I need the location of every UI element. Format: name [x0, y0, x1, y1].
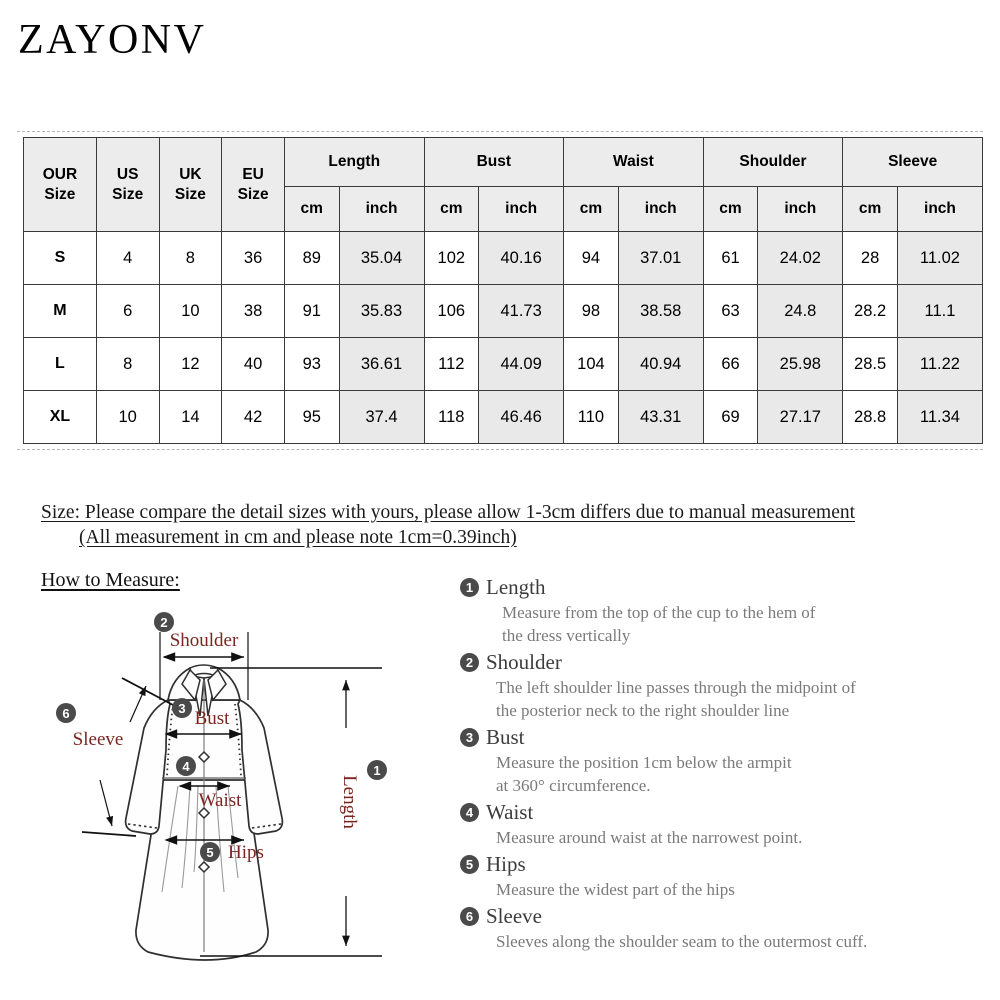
- cell-bust-cm: 102: [424, 232, 479, 285]
- cell-bust-cm: 118: [424, 391, 479, 444]
- cell-eu-size: 40: [222, 338, 285, 391]
- measure-item-bust: [460, 724, 990, 797]
- measure-item-sleeve: [460, 903, 990, 953]
- svg-text:2: 2: [160, 615, 168, 630]
- cell-bust-inch: 40.16: [479, 232, 564, 285]
- measure-item-shoulder: [460, 649, 990, 722]
- size-chart-table: [23, 137, 983, 444]
- measure-title-text: Shoulder: [486, 650, 562, 674]
- diagram-label-hips: Hips: [228, 842, 264, 863]
- svg-text:6: 6: [62, 706, 70, 721]
- measurement-note: [41, 500, 981, 550]
- sleeve-arrow-up: [130, 686, 146, 722]
- cell-us-size: 8: [96, 338, 159, 391]
- cell-shoulder-inch: 24.02: [758, 232, 843, 285]
- measure-title-text: Hips: [486, 852, 526, 876]
- measure-desc-line: Measure the widest part of the hips: [496, 880, 735, 899]
- column-header-shoulder: Shoulder: [703, 138, 843, 187]
- note-line-2: (All measurement in cm and please note 1cm=0.39inch): [79, 527, 517, 548]
- measure-item-hips: [460, 851, 990, 901]
- measure-item-title: [460, 649, 990, 676]
- diagram-label-sleeve: Sleeve: [72, 729, 124, 750]
- cell-our-size: M: [24, 285, 97, 338]
- uk-size-line1: UK: [179, 166, 202, 184]
- cell-waist-inch: 40.94: [618, 338, 703, 391]
- diagram-badge-sleeve: [56, 703, 76, 723]
- note-line-1: Size: Please compare the detail sizes with yours, please allow 1-3cm differs due to manual measurement: [41, 502, 856, 523]
- column-header-waist: Waist: [564, 138, 704, 187]
- us-size-line1: US: [116, 166, 139, 184]
- cell-waist-cm: 104: [564, 338, 619, 391]
- measure-item-title: [460, 903, 990, 930]
- measure-item-title: [460, 724, 990, 751]
- diagram-badge-waist: [176, 756, 196, 776]
- measure-title-text: Waist: [486, 800, 534, 824]
- unit-header-waist-cm: cm: [564, 187, 619, 232]
- diagram-label-bust: Bust: [194, 708, 230, 729]
- unit-header-shoulder-inch: inch: [758, 187, 843, 232]
- measure-item-waist: [460, 799, 990, 849]
- cell-uk-size: 14: [159, 391, 222, 444]
- measure-badge-icon: 4: [460, 803, 479, 822]
- sleeve-arrow-down: [100, 780, 112, 826]
- uk-size-line2: Size: [174, 185, 206, 203]
- how-to-measure-heading: How to Measure:: [41, 569, 180, 591]
- measure-title-text: Sleeve: [486, 904, 542, 928]
- cell-length-cm: 89: [284, 232, 339, 285]
- cell-our-size: S: [24, 232, 97, 285]
- cell-eu-size: 42: [222, 391, 285, 444]
- cell-sleeve-cm: 28.8: [843, 391, 898, 444]
- diagram-badge-bust: [172, 698, 192, 718]
- unit-header-sleeve-inch: inch: [897, 187, 982, 232]
- measure-title-text: Length: [486, 575, 546, 599]
- unit-header-length-cm: cm: [284, 187, 339, 232]
- cell-waist-inch: 43.31: [618, 391, 703, 444]
- measure-badge-icon: 5: [460, 855, 479, 874]
- brand-logo: ZAYONV: [18, 17, 207, 63]
- table-header-row-groups: [24, 138, 983, 187]
- svg-text:1: 1: [373, 763, 381, 778]
- coat-illustration-svg: [40, 600, 460, 990]
- cell-waist-inch: 37.01: [618, 232, 703, 285]
- cell-waist-cm: 110: [564, 391, 619, 444]
- column-header-eu-size: [222, 138, 285, 232]
- unit-header-length-inch: inch: [339, 187, 424, 232]
- cell-uk-size: 12: [159, 338, 222, 391]
- measure-title-text: Bust: [486, 725, 525, 749]
- how-to-measure-list: [460, 574, 990, 955]
- measure-desc-line: at 360° circumference.: [496, 776, 651, 795]
- cell-waist-inch: 38.58: [618, 285, 703, 338]
- cell-waist-cm: 94: [564, 232, 619, 285]
- cell-shoulder-inch: 24.8: [758, 285, 843, 338]
- diagram-label-shoulder: Shoulder: [169, 630, 239, 651]
- table-row: [24, 232, 983, 285]
- cell-length-inch: 35.83: [339, 285, 424, 338]
- us-size-line2: Size: [112, 185, 144, 203]
- table-row: [24, 285, 983, 338]
- column-header-us-size: [96, 138, 159, 232]
- cell-sleeve-cm: 28.5: [843, 338, 898, 391]
- diagram-badge-hips: [200, 842, 220, 862]
- our-size-line1: OUR: [42, 166, 78, 184]
- measure-desc-line: Measure the position 1cm below the armpit: [496, 753, 792, 772]
- cell-length-cm: 91: [284, 285, 339, 338]
- column-header-uk-size: [159, 138, 222, 232]
- column-header-bust: Bust: [424, 138, 564, 187]
- cell-shoulder-inch: 27.17: [758, 391, 843, 444]
- cell-bust-cm: 112: [424, 338, 479, 391]
- diagram-label-length: Length: [339, 775, 360, 829]
- cell-shoulder-cm: 61: [703, 232, 758, 285]
- diagram-badge-length: [367, 760, 387, 780]
- cell-sleeve-inch: 11.1: [897, 285, 982, 338]
- svg-text:4: 4: [182, 759, 190, 774]
- cell-sleeve-cm: 28.2: [843, 285, 898, 338]
- eu-size-line1: EU: [242, 166, 264, 184]
- unit-header-bust-inch: inch: [479, 187, 564, 232]
- measure-item-length: [460, 574, 990, 647]
- cell-eu-size: 36: [222, 232, 285, 285]
- cell-bust-cm: 106: [424, 285, 479, 338]
- measure-badge-icon: 3: [460, 728, 479, 747]
- cell-us-size: 6: [96, 285, 159, 338]
- diagram-badge-shoulder: [154, 612, 174, 632]
- eu-size-line2: Size: [237, 185, 269, 203]
- cell-bust-inch: 41.73: [479, 285, 564, 338]
- cell-bust-inch: 46.46: [479, 391, 564, 444]
- unit-header-sleeve-cm: cm: [843, 187, 898, 232]
- cell-length-inch: 37.4: [339, 391, 424, 444]
- measure-badge-icon: 1: [460, 578, 479, 597]
- cell-eu-size: 38: [222, 285, 285, 338]
- svg-text:3: 3: [178, 701, 186, 716]
- measure-desc-line: Measure around waist at the narrowest point.: [496, 828, 803, 847]
- column-header-length: Length: [284, 138, 424, 187]
- measure-badge-icon: 2: [460, 653, 479, 672]
- cell-shoulder-cm: 66: [703, 338, 758, 391]
- unit-header-shoulder-cm: cm: [703, 187, 758, 232]
- measure-item-title: [460, 851, 990, 878]
- cell-our-size: L: [24, 338, 97, 391]
- cell-sleeve-inch: 11.02: [897, 232, 982, 285]
- cell-shoulder-cm: 69: [703, 391, 758, 444]
- cell-length-inch: 36.61: [339, 338, 424, 391]
- column-header-our-size: [24, 138, 97, 232]
- svg-text:5: 5: [206, 845, 214, 860]
- cell-length-cm: 93: [284, 338, 339, 391]
- cell-us-size: 4: [96, 232, 159, 285]
- cell-uk-size: 8: [159, 232, 222, 285]
- measure-desc-line: Sleeves along the shoulder seam to the outermost cuff.: [496, 932, 868, 951]
- size-chart-table-container: [17, 131, 983, 450]
- cell-length-inch: 35.04: [339, 232, 424, 285]
- measure-desc-line: Measure from the top of the cup to the hem of: [502, 603, 816, 622]
- cell-our-size: XL: [24, 391, 97, 444]
- cell-sleeve-cm: 28: [843, 232, 898, 285]
- cell-sleeve-inch: 11.34: [897, 391, 982, 444]
- measure-badge-icon: 6: [460, 907, 479, 926]
- cell-uk-size: 10: [159, 285, 222, 338]
- cell-length-cm: 95: [284, 391, 339, 444]
- cell-us-size: 10: [96, 391, 159, 444]
- measure-desc-line: the dress vertically: [502, 626, 631, 645]
- column-header-sleeve: Sleeve: [843, 138, 983, 187]
- table-row: [24, 338, 983, 391]
- table-row: [24, 391, 983, 444]
- cell-shoulder-cm: 63: [703, 285, 758, 338]
- measure-desc-line: the posterior neck to the right shoulder line: [496, 701, 790, 720]
- cell-sleeve-inch: 11.22: [897, 338, 982, 391]
- diagram-label-waist: Waist: [198, 790, 242, 811]
- measure-desc-line: The left shoulder line passes through the midpoint of: [496, 678, 856, 697]
- cell-bust-inch: 44.09: [479, 338, 564, 391]
- unit-header-waist-inch: inch: [618, 187, 703, 232]
- cell-waist-cm: 98: [564, 285, 619, 338]
- our-size-line2: Size: [44, 185, 76, 203]
- measure-item-title: [460, 799, 990, 826]
- unit-header-bust-cm: cm: [424, 187, 479, 232]
- measure-item-title: [460, 574, 990, 601]
- garment-measurement-diagram: [40, 600, 460, 990]
- cell-shoulder-inch: 25.98: [758, 338, 843, 391]
